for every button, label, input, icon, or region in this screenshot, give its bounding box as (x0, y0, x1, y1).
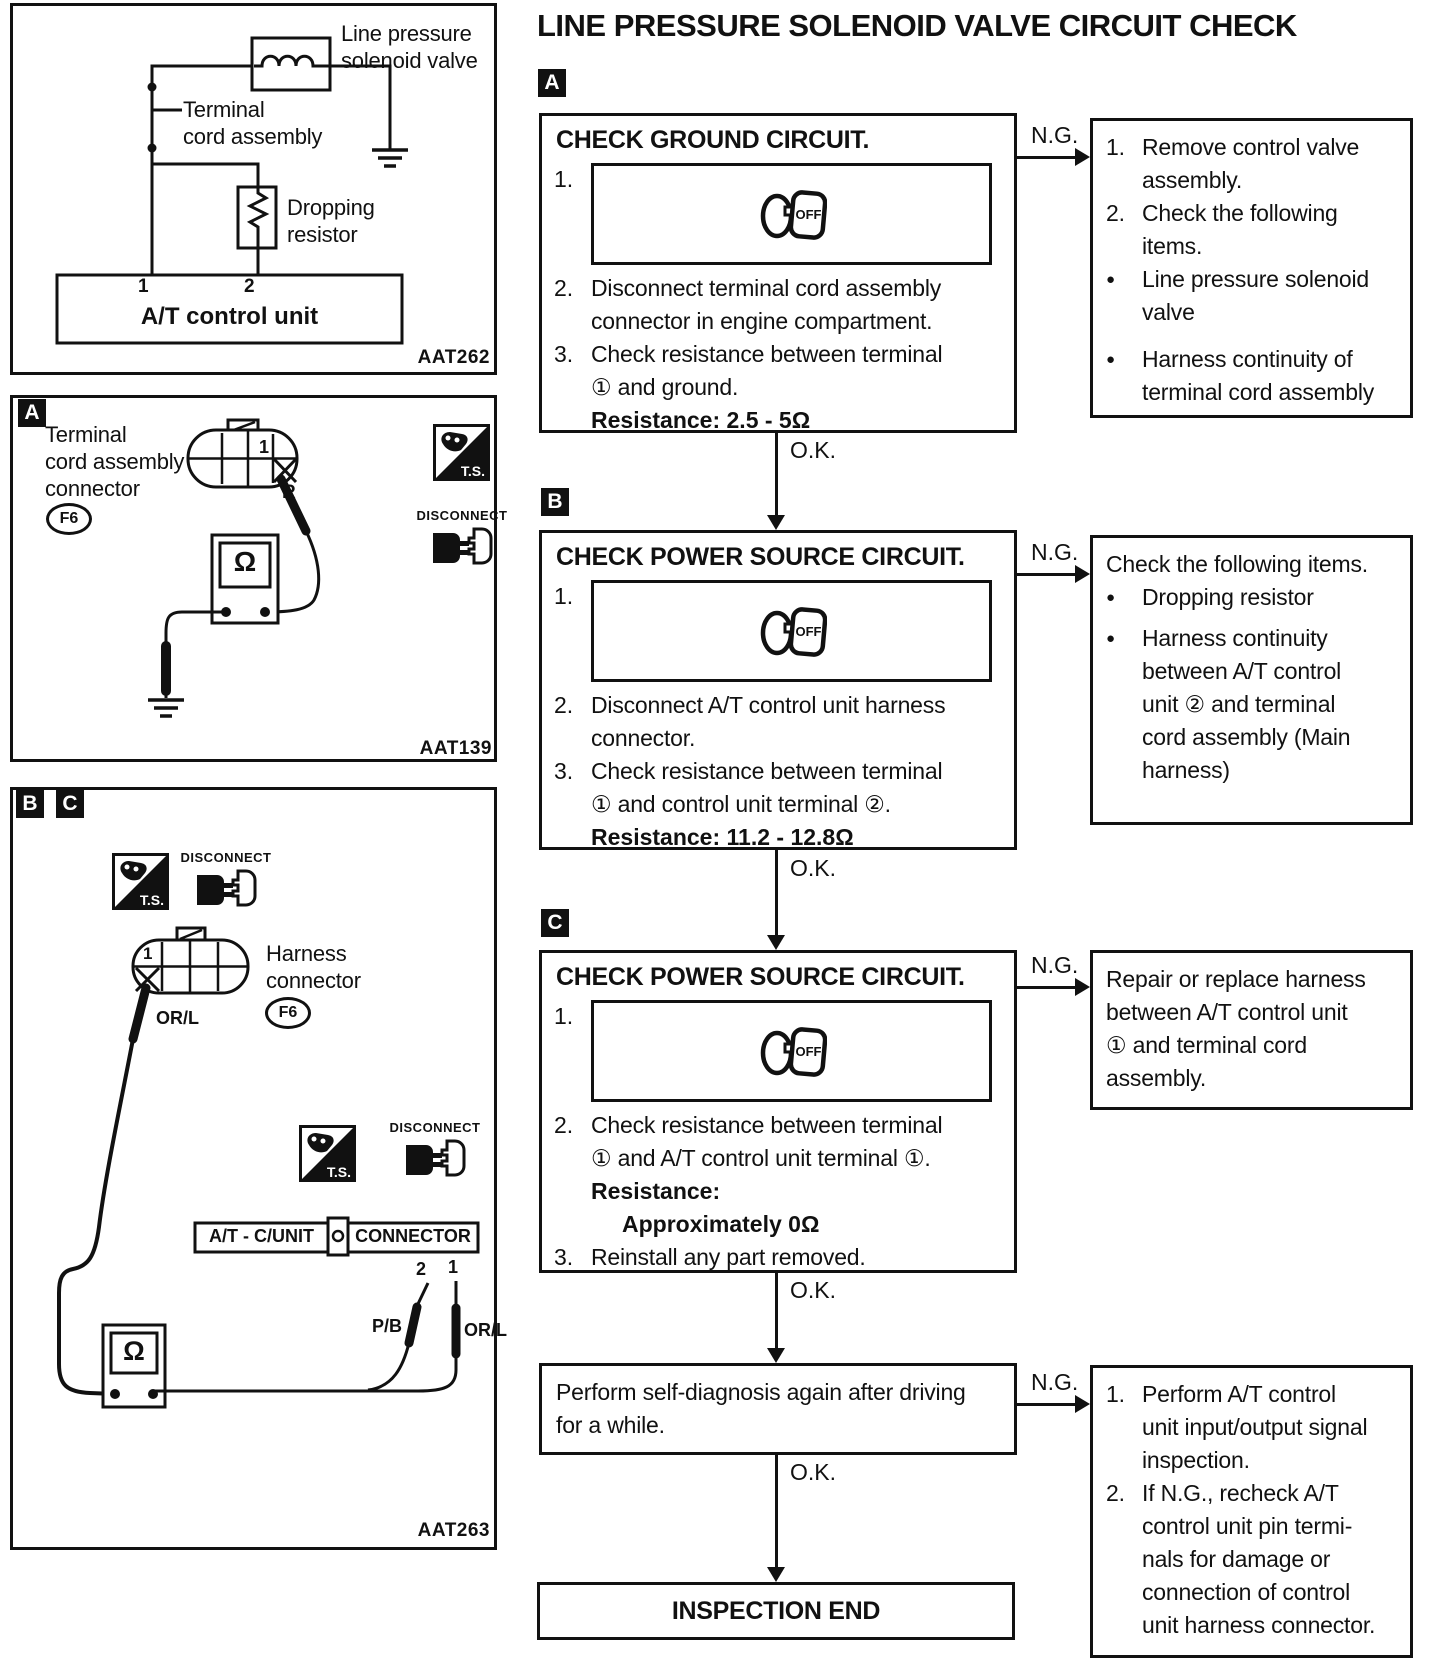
action-item: 1. Remove control valve assembly. (1106, 134, 1360, 193)
instruction-text: Disconnect A/T control unit harness connector. (591, 692, 946, 751)
action-item: ● Harness continuity between A/T control unit ② and terminal cord assembly (Main harness) (1106, 622, 1402, 787)
ng-actions-box-d (1090, 1365, 1413, 1658)
ignition-off-frame (591, 163, 992, 265)
ignition-key-off-icon: OFF (757, 183, 827, 245)
section-badge-c: C (56, 790, 84, 818)
bullet-marker: ● (1106, 271, 1115, 288)
resistance-spec: Resistance: 11.2 - 12.8Ω (591, 824, 854, 850)
step-number-marker: 3. (554, 341, 574, 367)
action-item: ● Dropping resistor (1106, 581, 1402, 614)
ng-label: N.G. (1031, 539, 1079, 565)
inspection-end-box: INSPECTION END (537, 1582, 1015, 1640)
ohm-symbol: Ω (123, 1336, 145, 1366)
figure-caption: AAT139 (419, 738, 492, 759)
strip-label-left: A/T - C/UNIT (209, 1226, 314, 1246)
solenoid-valve-label: Line pressure solenoid valve (341, 21, 478, 73)
ok-label: O.K. (790, 437, 837, 463)
bullet-marker: ● (1106, 589, 1115, 606)
instruction-text: Reinstall any part removed. (591, 1244, 866, 1270)
dropping-resistor-label: Dropping resistor (287, 195, 375, 247)
pin-number: 1 (448, 1257, 459, 1277)
pin-number: 1 (259, 437, 270, 457)
step-number-marker: 3. (554, 758, 574, 784)
flow-step-box-a (539, 113, 1017, 433)
instruction-text: Check resistance between terminal ① and ground. (591, 341, 943, 400)
harness-connector-label: Harness connector (266, 941, 361, 993)
probe-label: R (282, 482, 296, 503)
ignition-key-off-icon: OFF (757, 600, 827, 662)
ng-label: N.G. (1031, 1369, 1079, 1395)
connector-ref-badge: F6 (265, 997, 311, 1029)
figure-caption: AAT263 (417, 1520, 490, 1541)
ng-label: N.G. (1031, 122, 1079, 148)
instruction-text: Perform self-diagnosis again after driving for a while. (556, 1379, 966, 1438)
flow-arrow-down (775, 850, 778, 935)
wire-label: OR/L (464, 1320, 507, 1340)
ignition-off-frame (591, 580, 992, 682)
circuit-tester-icon: T.S. (112, 853, 169, 910)
step-number-marker: 1. (554, 166, 574, 192)
instruction-text: Check resistance between terminal ① and control unit terminal ②. (591, 758, 943, 817)
instruction-text: Disconnect terminal cord assembly connector in engine compartment. (591, 275, 942, 334)
terminal-number: 2 (244, 276, 255, 297)
flow-arrow-right (1017, 1403, 1075, 1406)
ng-actions-box-a (1090, 118, 1413, 418)
connector-label: Terminal cord assembly connector (45, 422, 185, 501)
resistance-spec: Resistance: (591, 1178, 721, 1204)
flow-arrow-down (775, 1273, 778, 1348)
flow-step-box-c (539, 950, 1017, 1273)
circuit-tester-icon: T.S. (433, 424, 490, 481)
step-header: CHECK POWER SOURCE CIRCUIT. (556, 543, 965, 571)
flow-badge-b: B (541, 488, 569, 516)
circuit-tester-icon: T.S. (299, 1125, 356, 1182)
ignition-off-frame (591, 1000, 992, 1102)
bullet-marker: ● (1106, 630, 1115, 647)
step-number-marker: 2. (554, 692, 574, 718)
flow-badge-c: C (541, 909, 569, 937)
ok-label: O.K. (790, 855, 837, 881)
figure-caption: AAT262 (417, 347, 490, 368)
disconnect-icon: DISCONNECT (385, 1120, 485, 1183)
flow-arrow-right (1017, 156, 1075, 159)
action-item: 1. Perform A/T control unit input/output signal inspection. (1106, 1381, 1368, 1473)
ok-label: O.K. (790, 1459, 837, 1485)
action-item: 2. Check the following items. (1106, 200, 1338, 259)
pin-number: 1 (143, 944, 153, 963)
disconnect-icon: DISCONNECT (176, 850, 276, 913)
resistance-spec: Resistance: 2.5 - 5Ω (591, 407, 811, 433)
ignition-key-off-icon: OFF (757, 1020, 827, 1082)
ng-label: N.G. (1031, 952, 1079, 978)
step-number-marker: 2. (554, 1112, 574, 1138)
resistance-spec: Approximately 0Ω (622, 1211, 820, 1237)
action-item: ● Harness continuity of terminal cord assembly (1106, 343, 1402, 409)
flow-step-box-diagnosis (539, 1363, 1017, 1455)
terminal-cord-label: Terminal cord assembly (183, 97, 323, 149)
ok-label: O.K. (790, 1277, 837, 1303)
flow-arrow-right (1017, 573, 1075, 576)
flow-step-box-b (539, 530, 1017, 850)
action-item: Check the following items. (1106, 551, 1368, 577)
pin-number: 2 (416, 1259, 427, 1279)
page-title: LINE PRESSURE SOLENOID VALVE CIRCUIT CHECK (537, 8, 1297, 43)
flow-arrow-down (775, 1455, 778, 1567)
section-badge-b: B (16, 790, 44, 818)
action-item: 2. If N.G., recheck A/T control unit pin termi- nals for damage or connection of control unit harness connector. (1106, 1480, 1376, 1638)
ng-actions-box-c (1090, 950, 1413, 1110)
flow-arrow-down (775, 433, 778, 515)
connector-ref-badge: F6 (46, 503, 92, 535)
terminal-number: 1 (138, 276, 149, 297)
step-number-marker: 2. (554, 275, 574, 301)
instruction-text: Check resistance between terminal ① and A/T control unit terminal ①. (591, 1112, 943, 1171)
action-item: Repair or replace harness between A/T control unit ① and terminal cord assembly. (1106, 966, 1366, 1091)
step-number-marker: 1. (554, 583, 574, 609)
action-item: ● Line pressure solenoid valve (1106, 263, 1402, 329)
step-header: CHECK POWER SOURCE CIRCUIT. (556, 963, 965, 991)
flow-badge-a: A (538, 69, 566, 97)
step-number-marker: 1. (554, 1003, 574, 1029)
section-badge-a: A (18, 399, 46, 427)
step-number-marker: 3. (554, 1244, 574, 1270)
ng-actions-box-b (1090, 535, 1413, 825)
disconnect-icon: DISCONNECT (412, 508, 512, 571)
wire-label: P/B (372, 1316, 403, 1336)
bullet-marker: ● (1106, 351, 1115, 368)
step-header: CHECK GROUND CIRCUIT. (556, 126, 870, 154)
wire-label: OR/L (156, 1008, 199, 1028)
flow-arrow-right (1017, 986, 1075, 989)
control-unit-label: A/T control unit (140, 303, 319, 330)
ohm-symbol: Ω (233, 546, 257, 577)
strip-label-right: CONNECTOR (355, 1226, 471, 1246)
